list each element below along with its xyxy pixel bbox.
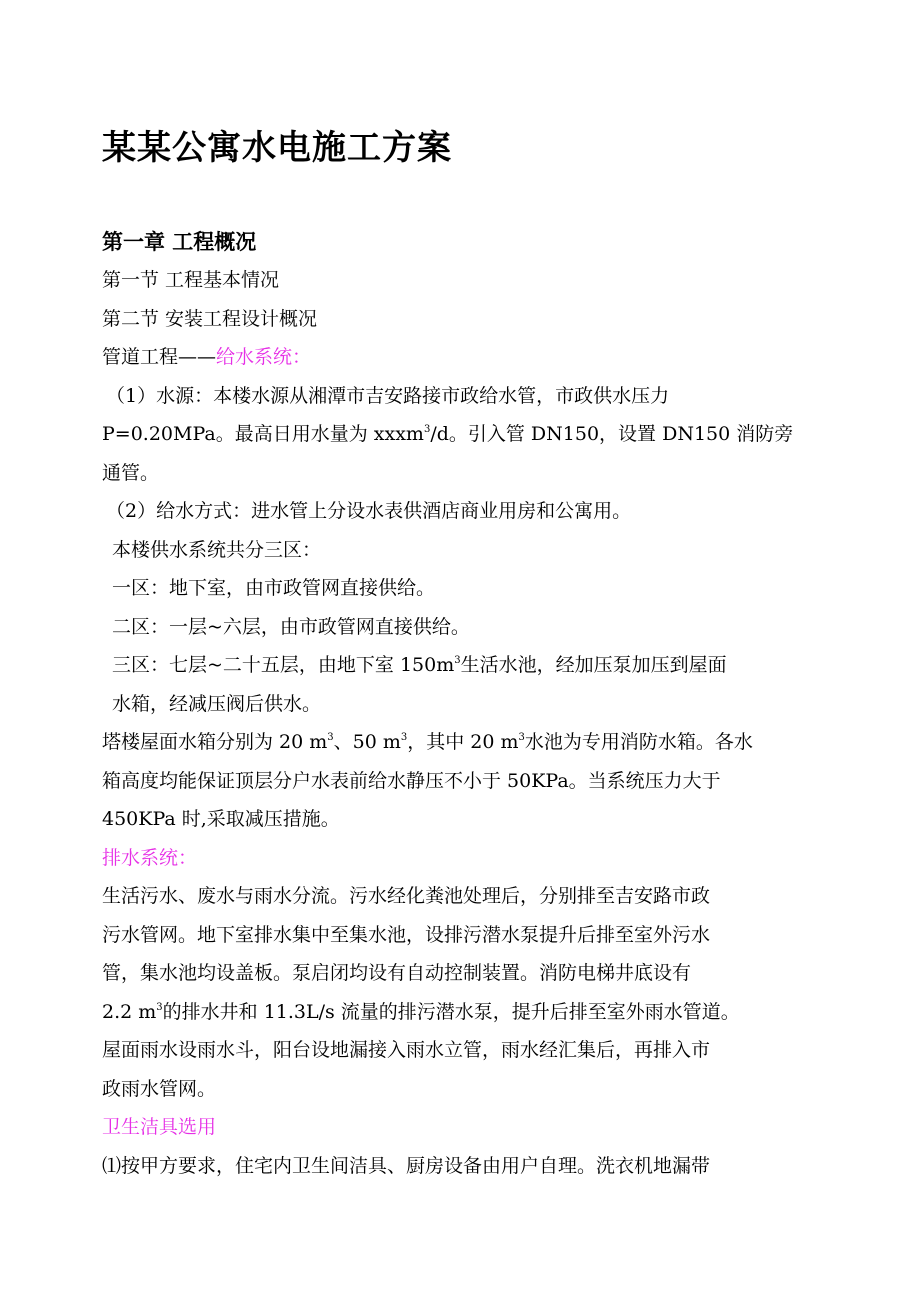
- text-run: 2.2 m: [102, 1000, 157, 1023]
- text-run: 、50 m: [333, 731, 401, 753]
- paragraph-line: 水箱，经减压阀后供水。: [112, 692, 322, 715]
- superscript: 3: [327, 732, 334, 743]
- pipe-engineering-heading: [102, 338, 812, 377]
- document-body: [102, 261, 812, 1185]
- paragraph-line: 政雨水管网。: [102, 1077, 217, 1100]
- text-run: 的排水井和 11.3L/s 流量的排污潜水泵，提升后排至室外雨水管道。: [162, 1000, 740, 1023]
- paragraph-line: （1）水源：本楼水源从湘潭市吉安路接市政给水管，市政供水压力: [106, 384, 670, 407]
- zone-line: [102, 646, 812, 685]
- superscript: 3: [423, 424, 431, 435]
- text-run: ，其中 20 m: [407, 731, 519, 753]
- sanitary-heading: 卫生洁具选用: [102, 1116, 217, 1138]
- superscript: 3: [454, 655, 461, 666]
- section-heading-1: 第一节 工程基本情况: [102, 269, 280, 291]
- paragraph-line: 管，集水池均设盖板。泵启闭均设有自动控制装置。消防电梯井底设有: [102, 962, 692, 984]
- text-run: 塔楼屋面水箱分别为 20 m: [102, 731, 328, 753]
- zone-line: 二区：一层~六层，由市政管网直接供给。: [112, 615, 470, 638]
- text-run: 三区：七层~二十五层，由地下室 150m: [112, 654, 455, 676]
- paragraph-line: 本楼供水系统共分三区：: [112, 538, 322, 561]
- paragraph-line: 生活污水、废水与雨水分流。污水经化粪池处理后，分别排至吉安路市政: [102, 885, 711, 907]
- paragraph-line: 箱高度均能保证顶层分户水表前给水静压不小于 50KPa。当系统压力大于: [102, 769, 721, 792]
- chapter-heading: 第一章 工程概况: [102, 229, 257, 254]
- paragraph-line: （2）给水方式：进水管上分设水表供酒店商业用房和公寓用。: [106, 500, 632, 522]
- water-supply-heading: 给水系统：: [216, 346, 312, 368]
- superscript: 3: [518, 732, 525, 743]
- paragraph-line: 通管。: [102, 461, 160, 484]
- paragraph-line: [102, 993, 812, 1032]
- zone-line: 一区：地下室，由市政管网直接供给。: [112, 577, 436, 599]
- paragraph-line: 屋面雨水设雨水斗，阳台设地漏接入雨水立管，雨水经汇集后，再排入市: [102, 1039, 711, 1061]
- text-run: 水池为专用消防水箱。各水: [524, 731, 753, 753]
- text-run: /d。引入管 DN150，设置 DN150 消防旁: [430, 423, 794, 445]
- superscript: 3: [400, 732, 408, 743]
- paragraph-line: 污水管网。地下室排水集中至集水池，设排污潜水泵提升后排至室外污水: [102, 923, 711, 946]
- drainage-heading: 排水系统：: [102, 846, 198, 869]
- superscript: 3: [156, 1001, 163, 1013]
- paragraph-line: [102, 723, 812, 762]
- paragraph-line: ⑴按甲方要求，住宅内卫生间洁具、厨房设备由用户自理。洗衣机地漏带: [102, 1154, 711, 1177]
- section-heading-2: 第二节 安装工程设计概况: [102, 307, 318, 330]
- paragraph-line: [102, 415, 812, 454]
- text-run: P=0.20MPa。最高日用水量为 xxxm: [102, 423, 424, 445]
- text-run: 生活水池，经加压泵加压到屋面: [460, 654, 727, 676]
- pipe-heading-prefix: 管道工程——: [102, 346, 217, 368]
- document-title: 某某公寓水电施工方案: [102, 128, 452, 168]
- paragraph-line: 450KPa 时,采取减压措施。: [102, 808, 340, 830]
